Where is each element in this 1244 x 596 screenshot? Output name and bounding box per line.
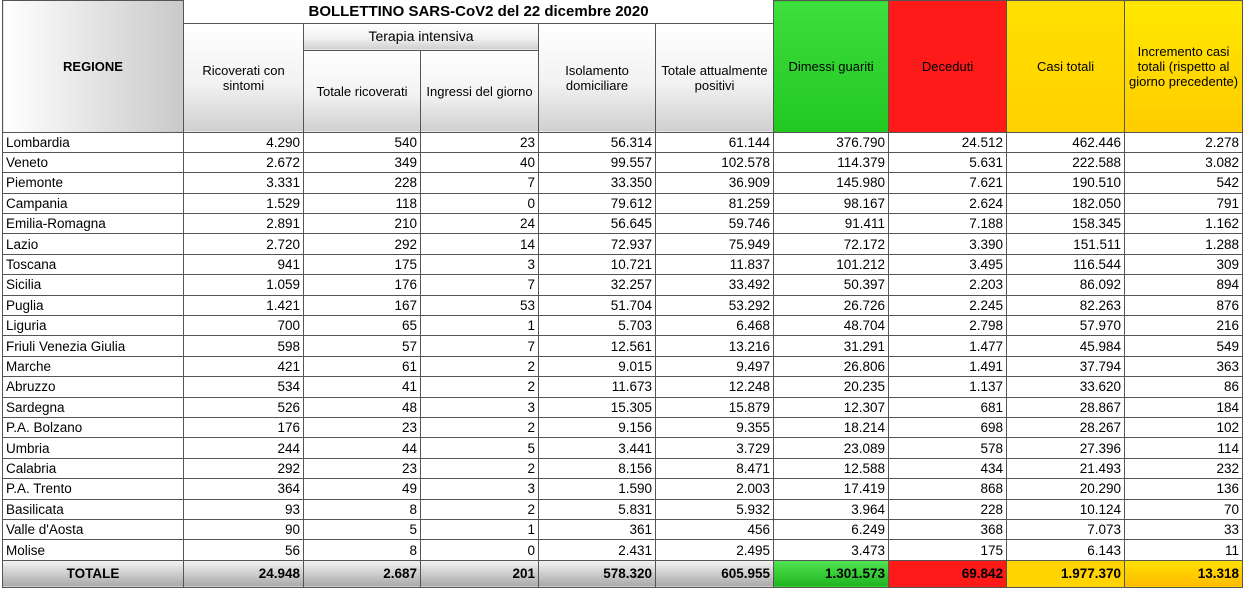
cell-dimessi: 31.291	[774, 336, 889, 356]
cell-ti-ingressi: 40	[421, 152, 539, 172]
cell-dimessi: 20.235	[774, 377, 889, 397]
cell-dimessi: 145.980	[774, 173, 889, 193]
cell-positivi: 3.729	[656, 438, 774, 458]
cell-ti-totale: 8	[304, 499, 421, 519]
total-ti-totale: 2.687	[304, 560, 421, 587]
cell-dimessi: 26.806	[774, 356, 889, 376]
header-ti-ingressi: Ingressi del giorno	[421, 50, 539, 132]
cell-ti-ingressi: 1	[421, 519, 539, 539]
cell-region: Sardegna	[3, 397, 184, 417]
header-regione: REGIONE	[3, 1, 184, 133]
cell-ricoverati: 93	[184, 499, 304, 519]
cell-casi: 28.267	[1007, 417, 1125, 437]
cell-casi: 222.588	[1007, 152, 1125, 172]
cell-ti-ingressi: 0	[421, 540, 539, 560]
cell-casi: 10.124	[1007, 499, 1125, 519]
cell-ti-ingressi: 2	[421, 377, 539, 397]
cell-incremento: 549	[1125, 336, 1243, 356]
table-row	[3, 193, 1243, 213]
cell-deceduti: 434	[889, 458, 1007, 478]
header-dimessi: Dimessi guariti	[774, 1, 889, 133]
cell-deceduti: 2.798	[889, 316, 1007, 336]
cell-isolamento: 51.704	[539, 295, 656, 315]
cell-ti-ingressi: 3	[421, 397, 539, 417]
cell-ti-totale: 167	[304, 295, 421, 315]
cell-dimessi: 26.726	[774, 295, 889, 315]
cell-ti-ingressi: 3	[421, 479, 539, 499]
cell-region: Emilia-Romagna	[3, 214, 184, 234]
cell-incremento: 2.278	[1125, 132, 1243, 152]
cell-ti-ingressi: 3	[421, 254, 539, 274]
cell-incremento: 33	[1125, 519, 1243, 539]
cell-isolamento: 3.441	[539, 438, 656, 458]
cell-dimessi: 48.704	[774, 316, 889, 336]
cell-dimessi: 18.214	[774, 417, 889, 437]
cell-ricoverati: 2.891	[184, 214, 304, 234]
cell-positivi: 61.144	[656, 132, 774, 152]
cell-casi: 82.263	[1007, 295, 1125, 315]
cell-ricoverati: 176	[184, 417, 304, 437]
cell-ricoverati: 421	[184, 356, 304, 376]
cell-region: Friuli Venezia Giulia	[3, 336, 184, 356]
cell-dimessi: 114.379	[774, 152, 889, 172]
cell-dimessi: 17.419	[774, 479, 889, 499]
cell-region: Marche	[3, 356, 184, 376]
cell-casi: 45.984	[1007, 336, 1125, 356]
cell-positivi: 75.949	[656, 234, 774, 254]
cell-positivi: 59.746	[656, 214, 774, 234]
cell-dimessi: 101.212	[774, 254, 889, 274]
cell-ti-ingressi: 7	[421, 275, 539, 295]
cell-ricoverati: 4.290	[184, 132, 304, 152]
cell-ti-totale: 48	[304, 397, 421, 417]
cell-region: Abruzzo	[3, 377, 184, 397]
cell-deceduti: 2.245	[889, 295, 1007, 315]
cell-casi: 86.092	[1007, 275, 1125, 295]
cell-ricoverati: 1.529	[184, 193, 304, 213]
cell-deceduti: 1.491	[889, 356, 1007, 376]
cell-ti-totale: 49	[304, 479, 421, 499]
cell-ti-ingressi: 2	[421, 417, 539, 437]
cell-deceduti: 868	[889, 479, 1007, 499]
cell-positivi: 6.468	[656, 316, 774, 336]
cell-region: Molise	[3, 540, 184, 560]
table-row	[3, 214, 1243, 234]
cell-casi: 28.867	[1007, 397, 1125, 417]
cell-ti-ingressi: 7	[421, 173, 539, 193]
cell-ti-totale: 176	[304, 275, 421, 295]
cell-region: Sicilia	[3, 275, 184, 295]
cell-isolamento: 5.831	[539, 499, 656, 519]
table-row	[3, 336, 1243, 356]
cell-region: Toscana	[3, 254, 184, 274]
cell-ti-ingressi: 1	[421, 316, 539, 336]
cell-casi: 190.510	[1007, 173, 1125, 193]
cell-ti-ingressi: 0	[421, 193, 539, 213]
cell-ti-ingressi: 2	[421, 458, 539, 478]
cell-deceduti: 1.477	[889, 336, 1007, 356]
cell-positivi: 33.492	[656, 275, 774, 295]
cell-casi: 33.620	[1007, 377, 1125, 397]
cell-deceduti: 2.203	[889, 275, 1007, 295]
cell-positivi: 13.216	[656, 336, 774, 356]
cell-ti-totale: 41	[304, 377, 421, 397]
cell-ti-totale: 61	[304, 356, 421, 376]
cell-isolamento: 32.257	[539, 275, 656, 295]
cell-casi: 57.970	[1007, 316, 1125, 336]
cell-incremento: 184	[1125, 397, 1243, 417]
table-row	[3, 397, 1243, 417]
total-isolamento: 578.320	[539, 560, 656, 587]
cell-ricoverati: 598	[184, 336, 304, 356]
table-row	[3, 499, 1243, 519]
cell-positivi: 11.837	[656, 254, 774, 274]
cell-positivi: 2.003	[656, 479, 774, 499]
table-row	[3, 275, 1243, 295]
cell-dimessi: 23.089	[774, 438, 889, 458]
cell-deceduti: 681	[889, 397, 1007, 417]
cell-casi: 20.290	[1007, 479, 1125, 499]
cell-positivi: 53.292	[656, 295, 774, 315]
cell-deceduti: 2.624	[889, 193, 1007, 213]
cell-incremento: 791	[1125, 193, 1243, 213]
header-casi: Casi totali	[1007, 1, 1125, 133]
cell-deceduti: 5.631	[889, 152, 1007, 172]
cell-positivi: 9.497	[656, 356, 774, 376]
cell-dimessi: 50.397	[774, 275, 889, 295]
header-positivi: Totale attualmente positivi	[656, 23, 774, 132]
cell-positivi: 8.471	[656, 458, 774, 478]
cell-dimessi: 3.964	[774, 499, 889, 519]
cell-casi: 27.396	[1007, 438, 1125, 458]
cell-casi: 182.050	[1007, 193, 1125, 213]
bulletin-title: BOLLETTINO SARS-CoV2 del 22 dicembre 2020	[184, 1, 774, 24]
cell-ti-totale: 23	[304, 458, 421, 478]
cell-region: Piemonte	[3, 173, 184, 193]
table-row	[3, 295, 1243, 315]
cell-incremento: 86	[1125, 377, 1243, 397]
cell-ti-ingressi: 5	[421, 438, 539, 458]
cell-deceduti: 7.188	[889, 214, 1007, 234]
table-row	[3, 479, 1243, 499]
cell-ti-totale: 5	[304, 519, 421, 539]
cell-deceduti: 24.512	[889, 132, 1007, 152]
cell-casi: 6.143	[1007, 540, 1125, 560]
cell-region: Calabria	[3, 458, 184, 478]
cell-ti-ingressi: 53	[421, 295, 539, 315]
cell-positivi: 5.932	[656, 499, 774, 519]
cell-isolamento: 15.305	[539, 397, 656, 417]
cell-isolamento: 5.703	[539, 316, 656, 336]
cell-isolamento: 361	[539, 519, 656, 539]
cell-positivi: 81.259	[656, 193, 774, 213]
table-row	[3, 519, 1243, 539]
cell-casi: 158.345	[1007, 214, 1125, 234]
cell-ricoverati: 364	[184, 479, 304, 499]
cell-ti-ingressi: 2	[421, 499, 539, 519]
cell-deceduti: 698	[889, 417, 1007, 437]
cell-casi: 462.446	[1007, 132, 1125, 152]
cell-ricoverati: 2.720	[184, 234, 304, 254]
total-positivi: 605.955	[656, 560, 774, 587]
cell-incremento: 3.082	[1125, 152, 1243, 172]
cell-ti-totale: 44	[304, 438, 421, 458]
cell-deceduti: 3.495	[889, 254, 1007, 274]
table-row	[3, 417, 1243, 437]
cell-dimessi: 98.167	[774, 193, 889, 213]
cell-ti-ingressi: 2	[421, 356, 539, 376]
cell-isolamento: 8.156	[539, 458, 656, 478]
total-dimessi: 1.301.573	[774, 560, 889, 587]
table-row	[3, 540, 1243, 560]
header-deceduti: Deceduti	[889, 1, 1007, 133]
cell-isolamento: 1.590	[539, 479, 656, 499]
cell-casi: 116.544	[1007, 254, 1125, 274]
header-ti-totale: Totale ricoverati	[304, 50, 421, 132]
table-row	[3, 316, 1243, 336]
cell-casi: 37.794	[1007, 356, 1125, 376]
table-row	[3, 458, 1243, 478]
cell-ricoverati: 3.331	[184, 173, 304, 193]
cell-region: Umbria	[3, 438, 184, 458]
cell-ti-totale: 23	[304, 417, 421, 437]
cell-region: Puglia	[3, 295, 184, 315]
cell-region: Liguria	[3, 316, 184, 336]
total-region: TOTALE	[3, 560, 184, 587]
cell-ti-totale: 210	[304, 214, 421, 234]
cell-incremento: 1.288	[1125, 234, 1243, 254]
cell-ricoverati: 56	[184, 540, 304, 560]
table-row	[3, 132, 1243, 152]
table-row	[3, 438, 1243, 458]
cell-dimessi: 12.588	[774, 458, 889, 478]
total-casi: 1.977.370	[1007, 560, 1125, 587]
cell-ricoverati: 526	[184, 397, 304, 417]
cell-ricoverati: 700	[184, 316, 304, 336]
table-row	[3, 356, 1243, 376]
cell-positivi: 36.909	[656, 173, 774, 193]
cell-isolamento: 99.557	[539, 152, 656, 172]
cell-isolamento: 12.561	[539, 336, 656, 356]
cell-ricoverati: 244	[184, 438, 304, 458]
cell-isolamento: 9.156	[539, 417, 656, 437]
cell-incremento: 542	[1125, 173, 1243, 193]
cell-deceduti: 175	[889, 540, 1007, 560]
cell-ti-totale: 540	[304, 132, 421, 152]
cell-deceduti: 7.621	[889, 173, 1007, 193]
cell-positivi: 15.879	[656, 397, 774, 417]
cell-ricoverati: 941	[184, 254, 304, 274]
header-terapia-intensiva: Terapia intensiva	[304, 23, 539, 50]
cell-deceduti: 368	[889, 519, 1007, 539]
cell-ti-ingressi: 23	[421, 132, 539, 152]
cell-positivi: 102.578	[656, 152, 774, 172]
cell-ricoverati: 2.672	[184, 152, 304, 172]
cell-region: P.A. Bolzano	[3, 417, 184, 437]
cell-isolamento: 56.314	[539, 132, 656, 152]
cell-isolamento: 79.612	[539, 193, 656, 213]
cell-incremento: 309	[1125, 254, 1243, 274]
header-ricoverati: Ricoverati con sintomi	[184, 23, 304, 132]
cell-deceduti: 3.390	[889, 234, 1007, 254]
cell-region: Campania	[3, 193, 184, 213]
cell-dimessi: 6.249	[774, 519, 889, 539]
cell-incremento: 102	[1125, 417, 1243, 437]
cell-ricoverati: 90	[184, 519, 304, 539]
cell-region: Valle d'Aosta	[3, 519, 184, 539]
cell-isolamento: 11.673	[539, 377, 656, 397]
cell-ti-totale: 175	[304, 254, 421, 274]
covid-bulletin-table	[2, 0, 1243, 588]
cell-incremento: 136	[1125, 479, 1243, 499]
header-isolamento: Isolamento domiciliare	[539, 23, 656, 132]
cell-incremento: 232	[1125, 458, 1243, 478]
cell-incremento: 894	[1125, 275, 1243, 295]
table-row	[3, 377, 1243, 397]
cell-region: P.A. Trento	[3, 479, 184, 499]
cell-positivi: 9.355	[656, 417, 774, 437]
cell-dimessi: 72.172	[774, 234, 889, 254]
cell-isolamento: 33.350	[539, 173, 656, 193]
cell-ti-ingressi: 24	[421, 214, 539, 234]
cell-isolamento: 72.937	[539, 234, 656, 254]
cell-ti-totale: 57	[304, 336, 421, 356]
cell-casi: 151.511	[1007, 234, 1125, 254]
header-incremento: Incremento casi totali (rispetto al giorno precedente)	[1125, 1, 1243, 133]
cell-dimessi: 12.307	[774, 397, 889, 417]
cell-positivi: 12.248	[656, 377, 774, 397]
cell-incremento: 114	[1125, 438, 1243, 458]
cell-region: Veneto	[3, 152, 184, 172]
cell-casi: 7.073	[1007, 519, 1125, 539]
table-row	[3, 152, 1243, 172]
cell-ricoverati: 534	[184, 377, 304, 397]
cell-ricoverati: 1.059	[184, 275, 304, 295]
cell-isolamento: 2.431	[539, 540, 656, 560]
cell-ti-totale: 349	[304, 152, 421, 172]
cell-positivi: 456	[656, 519, 774, 539]
cell-dimessi: 376.790	[774, 132, 889, 152]
total-ricoverati: 24.948	[184, 560, 304, 587]
cell-deceduti: 1.137	[889, 377, 1007, 397]
cell-ti-totale: 228	[304, 173, 421, 193]
cell-incremento: 876	[1125, 295, 1243, 315]
cell-region: Lazio	[3, 234, 184, 254]
table-row	[3, 234, 1243, 254]
cell-region: Basilicata	[3, 499, 184, 519]
cell-deceduti: 228	[889, 499, 1007, 519]
cell-ricoverati: 1.421	[184, 295, 304, 315]
table-body	[3, 132, 1243, 587]
cell-incremento: 363	[1125, 356, 1243, 376]
cell-deceduti: 578	[889, 438, 1007, 458]
cell-region: Lombardia	[3, 132, 184, 152]
cell-ti-totale: 65	[304, 316, 421, 336]
cell-incremento: 216	[1125, 316, 1243, 336]
total-incremento: 13.318	[1125, 560, 1243, 587]
cell-isolamento: 56.645	[539, 214, 656, 234]
total-row	[3, 560, 1243, 587]
cell-ti-ingressi: 7	[421, 336, 539, 356]
cell-dimessi: 3.473	[774, 540, 889, 560]
table-row	[3, 254, 1243, 274]
cell-incremento: 11	[1125, 540, 1243, 560]
cell-incremento: 1.162	[1125, 214, 1243, 234]
cell-ti-totale: 292	[304, 234, 421, 254]
cell-isolamento: 10.721	[539, 254, 656, 274]
total-deceduti: 69.842	[889, 560, 1007, 587]
cell-ricoverati: 292	[184, 458, 304, 478]
cell-positivi: 2.495	[656, 540, 774, 560]
cell-ti-totale: 8	[304, 540, 421, 560]
cell-ti-totale: 118	[304, 193, 421, 213]
cell-casi: 21.493	[1007, 458, 1125, 478]
cell-ti-ingressi: 14	[421, 234, 539, 254]
cell-isolamento: 9.015	[539, 356, 656, 376]
total-ti-ingressi: 201	[421, 560, 539, 587]
table-row	[3, 173, 1243, 193]
cell-dimessi: 91.411	[774, 214, 889, 234]
cell-incremento: 70	[1125, 499, 1243, 519]
